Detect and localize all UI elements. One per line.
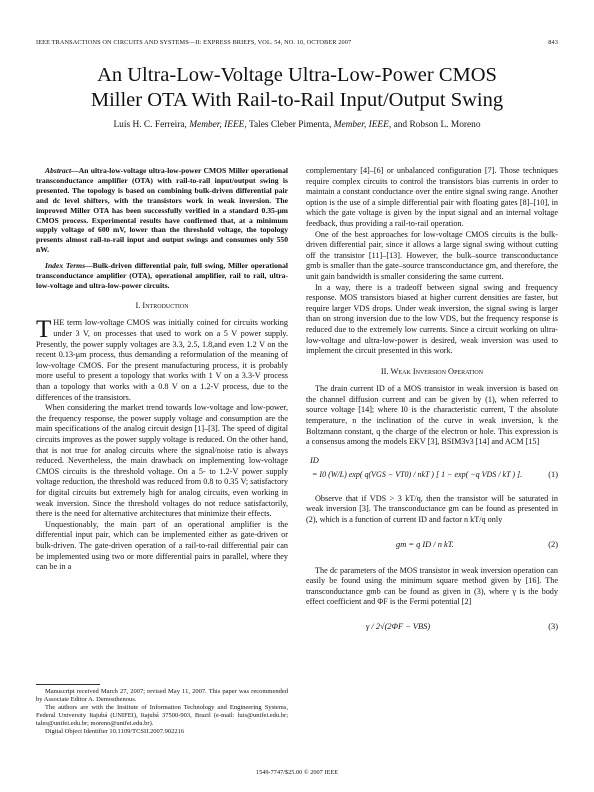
right-column: [306, 166, 558, 648]
equation-3-number: (3): [548, 622, 558, 631]
author-2-role: Member, IEEE,: [333, 120, 392, 130]
right-paragraph-3: In a way, there is a tradeoff between signal swing and frequency response. MOS transistors biased at higher current densities are faster, but require larger VDS drops. Under weak inversion, the signal swing is larger than on strong inversion due to the low VDS, but the frequency response is reduced due to the extremely low currents. Since a circuit working on ultra-low-voltage and ultra-low-power is desired, weak inversion was used to implement the circuit presented in this work.: [306, 282, 558, 356]
equation-3-body: γ / 2√(2ΦF − VBS): [366, 622, 431, 631]
copyright-footer: 1549-7747/$25.00 © 2007 IEEE: [255, 769, 339, 776]
footnote-rule: [36, 684, 100, 685]
intro-paragraph-1: [36, 318, 288, 403]
equation-1-number: (1): [548, 469, 558, 479]
equation-1-lhs: ID: [310, 455, 319, 465]
intro-paragraph-1-text: HE term low-voltage CMOS was initially coined for circuits working under 3 V, on processes that used to work on a 5 V power supply. Presently, the power supply voltages are 3.3, 2.5, 1.8,and even 1.2 V on the recent 0.13-μm process, thus demanding a reformulation of the meaning of low-voltage CMOS. For the present manufacturing process, it is probably more useful to present a topology that works with 1 V on a 3.3-V process than a topology that works with a 0.8 V on a 1.2-V process, due to the differences of the transistors.: [36, 318, 288, 402]
paper-title-line-1: An Ultra-Low-Voltage Ultra-Low-Power CMOS: [97, 64, 497, 86]
intro-paragraph-2: When considering the market trend towards low-voltage and low-power, the frequency response, the power supply voltage and consumption are the main specifications of the analog circuit design [1]–[3]. The speed of digital circuits improves as the power supply voltage is reduced. On the other hand, that is not true for analog circuits where the signal/noise ratio is always reduced. Nevertheless, the main drawback on implementing low-voltage CMOS circuits is the threshold voltage. On a 5- to 1.2-V power supply voltage reduction, the threshold was reduced from 0.8 to 0.35 V; satisfactory for digital circuits but extremely high for analog circuits, even working in weak inversion. Since the threshold voltages do not reduce satisfactorily, there is the need for alternative architectures that minimize their effects.: [36, 403, 288, 519]
author-3: and Robson L. Moreno: [393, 120, 481, 130]
equation-2: [306, 532, 558, 560]
paper-title-line-2: Miller OTA With Rail-to-Rail Input/Output Swing: [90, 89, 504, 111]
equation-1-body: = I0 (W/L) exp( q(VGS − VT0) / nkT ) [ 1 − exp( −q VDS / kT ) ].: [312, 469, 523, 479]
right-paragraph-2: One of the best approaches for low-voltage CMOS circuits is the bulk-driven differential pair, since it allows a large signal swing without cutting off the transistor [11]–[13]. However, the bulk–source transconductance gmb is smaller than the gate–source transconductance gm, and therefore, the unit gain bandwidth is smaller considering the same current.: [306, 229, 558, 281]
index-terms: [36, 261, 288, 291]
abstract-label: Abstract—: [45, 166, 79, 175]
weak-inversion-paragraph-2: Observe that if VDS > 3 kT/q, then the transistor will be saturated in weak inversion [3]. The transconductance gm can be found as presented in (2), which is a function of current ID and factor n kT/q only: [306, 493, 558, 525]
running-header: IEEE TRANSACTIONS ON CIRCUITS AND SYSTEMS—II: EXPRESS BRIEFS, VOL. 54, NO. 10, OCTOBER 2007: [36, 39, 352, 46]
equation-3: [306, 614, 558, 642]
author-2: Tales Cleber Pimenta,: [248, 120, 332, 130]
equation-2-body: gm = q ID / n kT.: [396, 539, 454, 549]
footnote-manuscript: Manuscript received March 27, 2007; revised May 11, 2007. This paper was recommended by Associate Editor A. Demosthenous.: [36, 688, 288, 704]
weak-inversion-paragraph-1: The drain current ID of a MOS transistor in weak inversion is based on the channel diffusion current and can be given by (1), when referred to source voltage [14]; where I0 is the characteristic current, T the absolute temperature, n the inclination of the curve in weak inversion, k the Boltzmann constant, q the charge of the electron or hole. This expression is a consensus among the models EKV [3], BSIM3v3 [14] and ACM [15]: [306, 384, 558, 447]
author-1: Luís H. C. Ferreira,: [113, 120, 187, 130]
abstract: [36, 166, 288, 255]
page-number: 843: [548, 39, 558, 46]
left-column: [36, 166, 288, 573]
equation-1: [306, 454, 558, 488]
index-terms-label: Index Terms—: [45, 261, 93, 271]
section-heading-introduction: I. Introduction: [135, 300, 189, 310]
footnote-affiliation: The authors are with the Institute of Information Technology and Engineering Systems, Federal University Itajubá (UNIFEI), Itajubá 37500-903, Brazil (e-mail: luis@unifei.edu.br; tales@unifei.edu.br; moreno@unifei.edu.br).: [36, 704, 288, 728]
author-1-role: Member, IEEE,: [189, 120, 247, 130]
author-list: [36, 120, 558, 130]
section-heading-weak-inversion: II. Weak Inversion Operation: [380, 366, 484, 376]
index-terms-text: Bulk-driven differential pair, full swing, Miller operational transconductance amplifier (OTA), operational amplifier, rail to rail, ultra-low-voltage and ultra-low-power circuits.: [36, 261, 288, 290]
equation-2-number: (2): [548, 539, 558, 549]
footnote: [36, 688, 288, 737]
weak-inversion-paragraph-3: The dc parameters of the MOS transistor in weak inversion operation can easily be found using the minimum square method given by [16]. The transconductance gmb can be found as given in (3), where γ is the body effect coefficient and ΦF is the Fermi potential [2]: [306, 565, 558, 607]
right-paragraph-1: complementary [4]–[6] or unbalanced configuration [7]. Those techniques require complex circuits to control the transistors bias currents in order to maintain a constant conductance over the entire signal swing range. Another option is the use of a simple differential pair with floating gates [8]–[10], in which the gate voltage is given by the input signal and an internal voltage feedback, thus providing a rail-to-rail operation.: [306, 166, 558, 228]
footnote-doi: Digital Object Identifier 10.1109/TCSII.2007.902216: [45, 728, 185, 736]
abstract-text: An ultra-low-voltage ultra-low-power CMOS Miller operational transconductance amplifier (OTA) with rail-to-rail input/output swing is presented. The topology is based on combining bulk-driven differential pair and dc level shifters, with the transistors work in weak inversion. The improved Miller OTA has been successfully verified in a standard 0.35-μm CMOS process. Experimental results have confirmed that, at a minimum supply voltage of 600 mV, lower than the threshold voltage, the topology presents almost rail-to-rail input and output swings and consumes only 550 nW.: [36, 166, 288, 255]
drop-cap: T: [36, 316, 52, 344]
intro-paragraph-3: Unquestionably, the main part of an operational amplifier is the differential input pair, which can be implemented either as gate-driven or bulk-driven. The gate-driven operation of a rail-to-rail differential pair can be implemented using two or more differential pairs in parallel, where they can be in a: [36, 519, 288, 572]
